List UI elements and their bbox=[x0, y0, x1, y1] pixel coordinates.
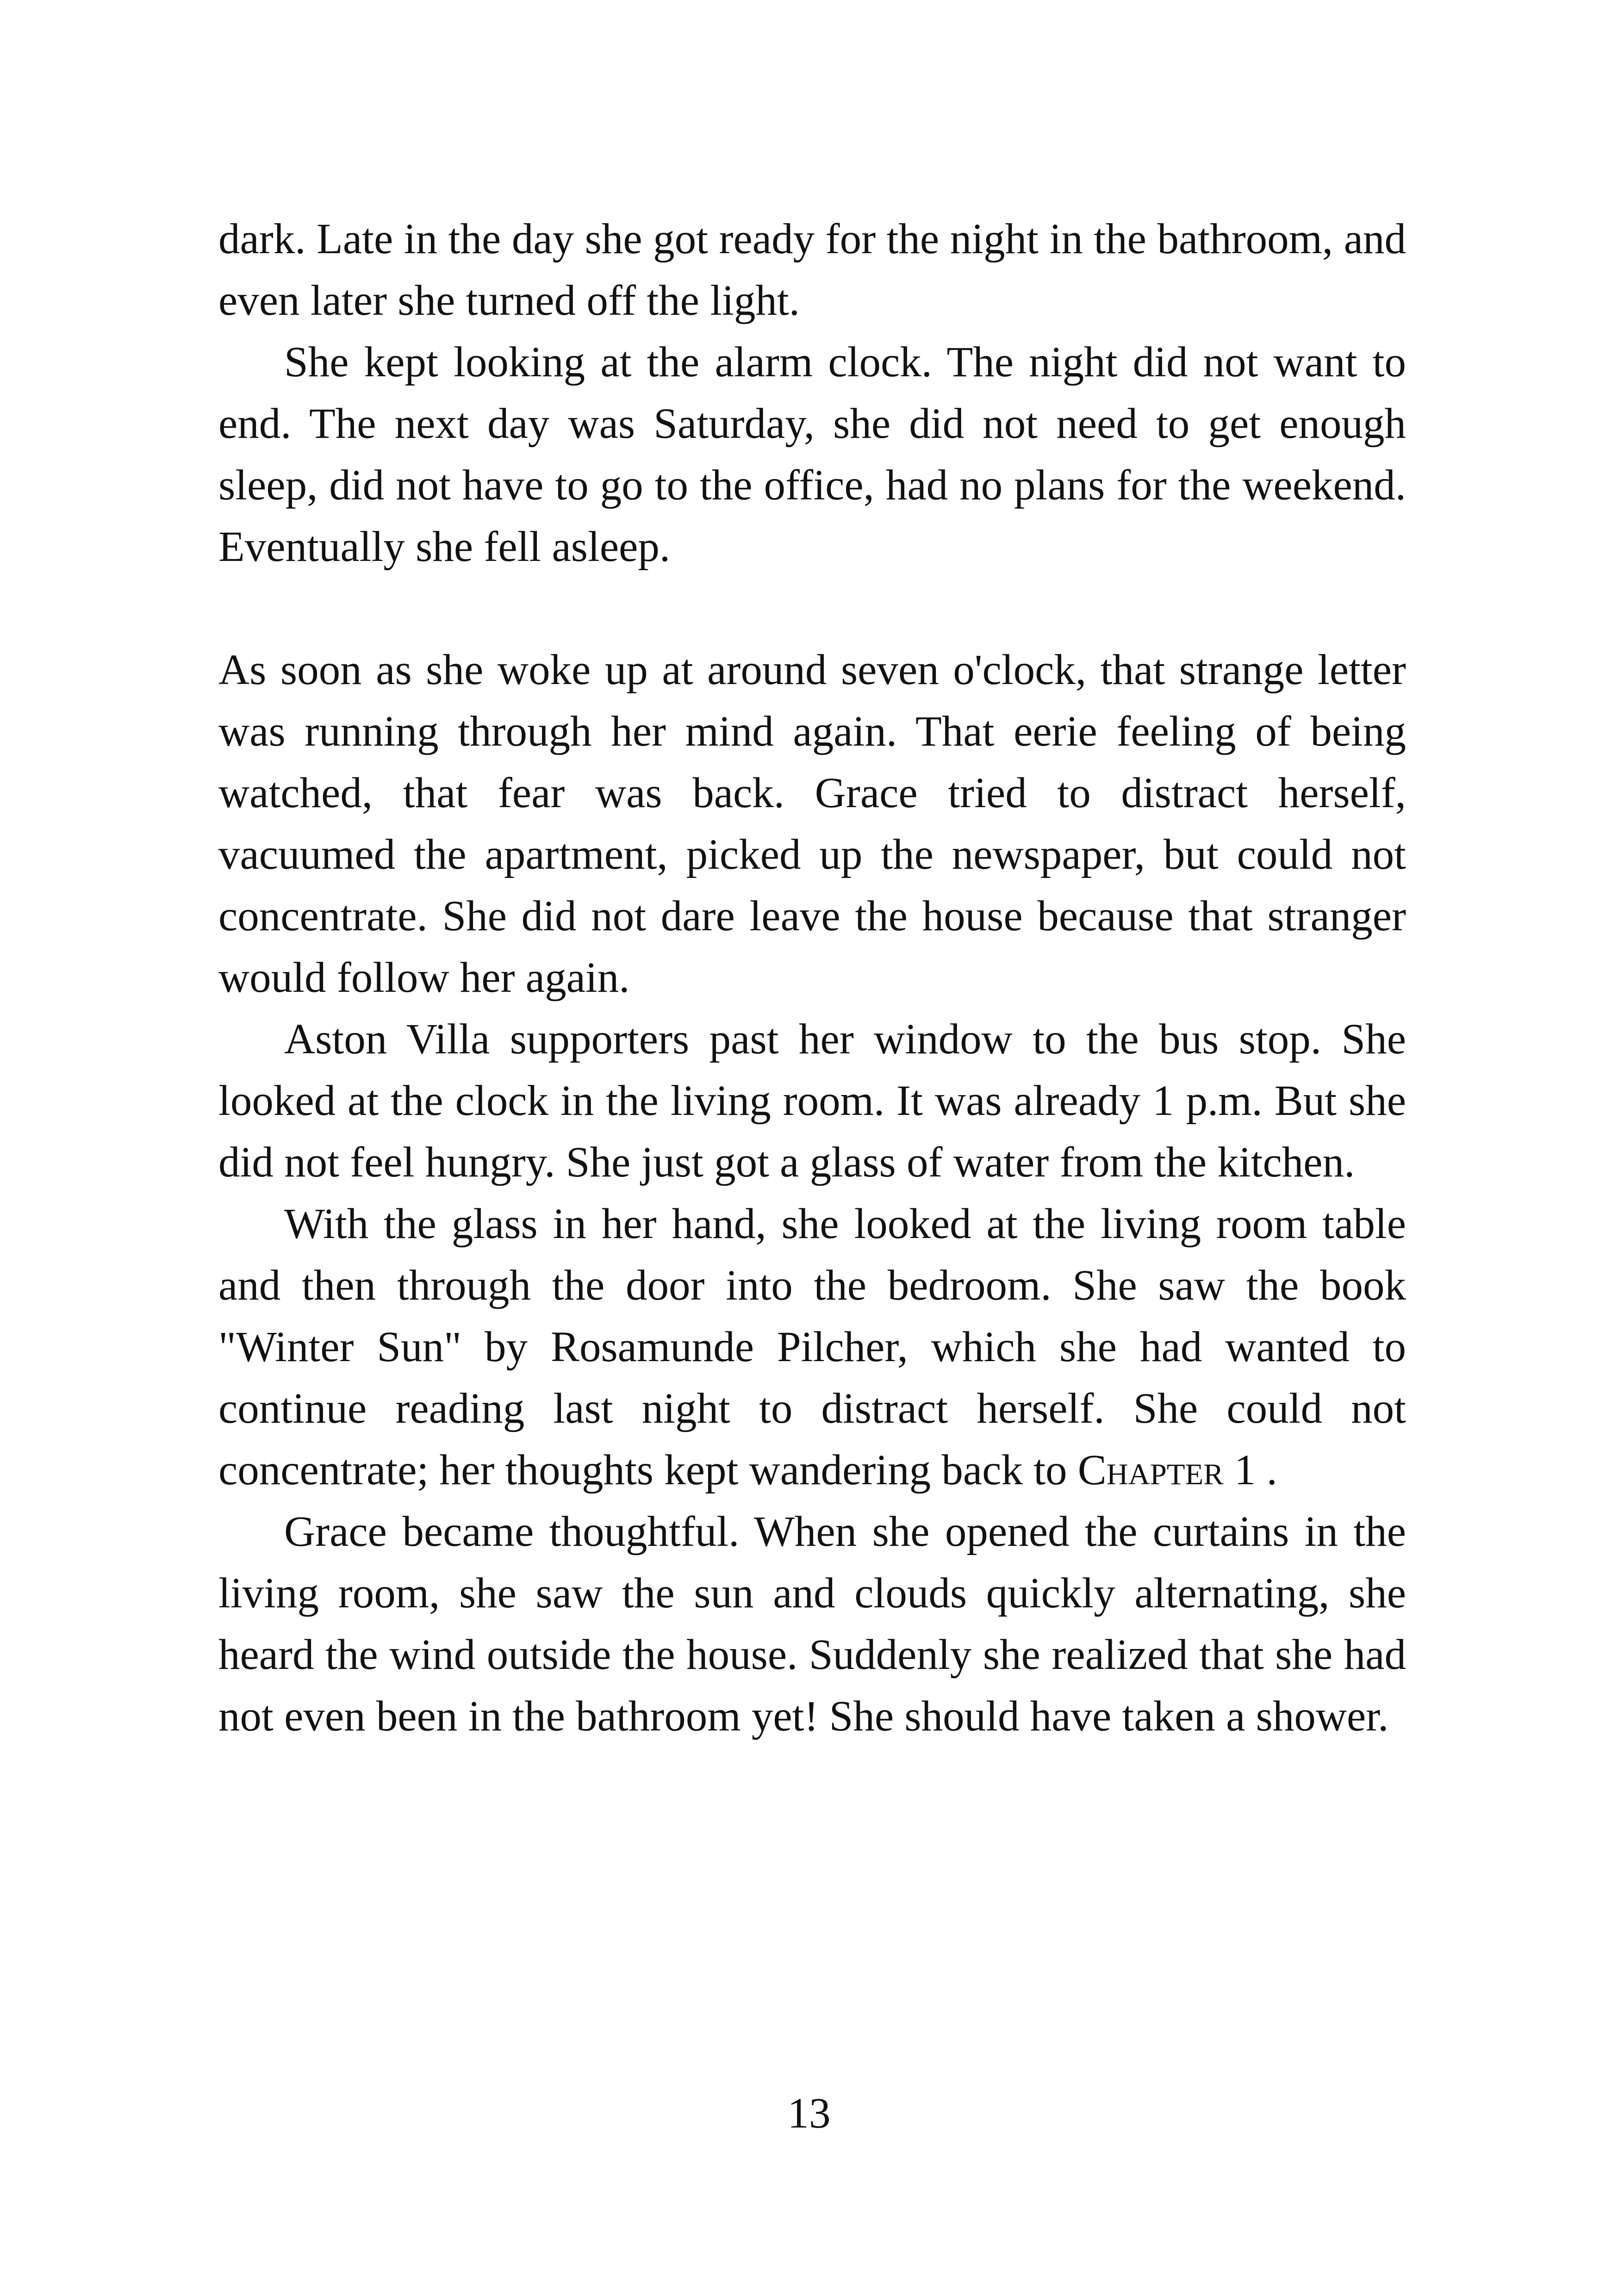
paragraph bbox=[218, 1193, 1406, 1501]
paragraph-text: With the glass in her hand, she looked at the living room table and then through the door into the bedroom. She saw the book "Winter Sun" by Rosamunde Pilcher, which she had wanted to continue reading last night to distract herself. She could not concentrate; her thoughts kept wandering back to bbox=[218, 1200, 1406, 1494]
body-text bbox=[218, 208, 1406, 1747]
paragraph: Aston Villa supporters past her window to the bus stop. She looked at the clock in the living room. It was already 1 p.m. But she did not feel hungry. She just got a glass of water from the kitchen. bbox=[218, 1015, 1406, 1186]
paragraph: As soon as she woke up at around seven o'clock, that strange letter was running through her mind again. That eerie feeling of being watched, that fear was back. Grace tried to distract herself, vacuumed the apartment, picked up the newspaper, but could not concentrate. She did not dare leave the house because that stranger would follow her again. bbox=[218, 646, 1406, 1002]
chapter-reference: Chapter 1 bbox=[1077, 1446, 1256, 1494]
paragraph: Grace became thoughtful. When she opened the curtains in the living room, she saw the sun and clouds quickly alternating, she heard the wind outside the house. Suddenly she realized that she had not even been in the bathroom yet! She should have taken a shower. bbox=[218, 1508, 1406, 1740]
page-number: 13 bbox=[787, 2090, 831, 2137]
paragraph: dark. Late in the day she got ready for the night in the bathroom, and even later she turned off the light. bbox=[218, 215, 1406, 324]
section-break bbox=[218, 578, 1406, 639]
paragraph: She kept looking at the alarm clock. The night did not want to end. The next day was Saturday, she did not need to get enough sleep, did not have to go to the office, had no plans for the weekend. Eventually she fell asleep. bbox=[218, 338, 1406, 571]
chapter-reference-punctuation: . bbox=[1256, 1446, 1277, 1494]
